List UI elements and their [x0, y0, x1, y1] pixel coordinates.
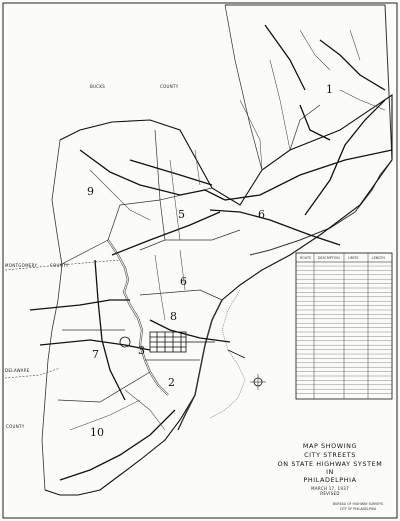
northeast-boundary [225, 5, 392, 255]
county-label-montgomery-left: MONTGOMERY [5, 263, 38, 268]
county-label-bucks-right: COUNTY [160, 84, 179, 89]
legend-col-length: LENGTH [372, 256, 385, 260]
county-label-bucks-left: BUCKS [90, 84, 106, 89]
district-number-8: 8 [170, 310, 177, 323]
legend-col-description: DESCRIPTION [318, 256, 340, 260]
credit-line-2: CITY OF PHILADELPHIA [339, 507, 377, 511]
district-number-10: 10 [90, 426, 104, 439]
schuylkill-river-inner [108, 240, 168, 395]
county-label-montgomery-right: COUNTY [50, 263, 69, 268]
district-number-7: 7 [92, 348, 99, 361]
credit-line-1: BUREAU OF HIGHWAY SURVEYS [332, 502, 384, 506]
title-block [278, 442, 383, 511]
district-number-9: 9 [87, 185, 94, 198]
title-line-5: PHILADELPHIA [303, 476, 357, 484]
center-city [150, 332, 245, 358]
county-label-county: COUNTY [6, 424, 25, 429]
district-number-3: 3 [138, 344, 145, 357]
legend-col-route: ROUTE [300, 256, 312, 260]
district-number-6a: 6 [258, 208, 265, 221]
district-number-5: 5 [178, 208, 185, 221]
district-number-6b: 6 [180, 275, 187, 288]
west-boundary [42, 140, 62, 490]
nj-shoreline [210, 290, 245, 418]
route-legend-table [296, 253, 392, 399]
delaware-river-edge [178, 300, 222, 430]
title-line-4: IN [326, 468, 334, 476]
district-boundaries [58, 5, 320, 402]
title-line-3: ON STATE HIGHWAY SYSTEM [277, 460, 383, 468]
date-line-1: MARCH 17, 1937 [311, 486, 349, 491]
title-line-1: MAP SHOWING [302, 442, 358, 450]
legend-col-limits: LIMITS [348, 256, 359, 260]
title-line-2: CITY STREETS [304, 451, 356, 459]
county-label-delaware: DELAWARE [5, 368, 30, 373]
district-number-2: 2 [168, 376, 175, 389]
date-line-2: REVISED [320, 491, 340, 496]
district-number-1: 1 [326, 83, 333, 96]
